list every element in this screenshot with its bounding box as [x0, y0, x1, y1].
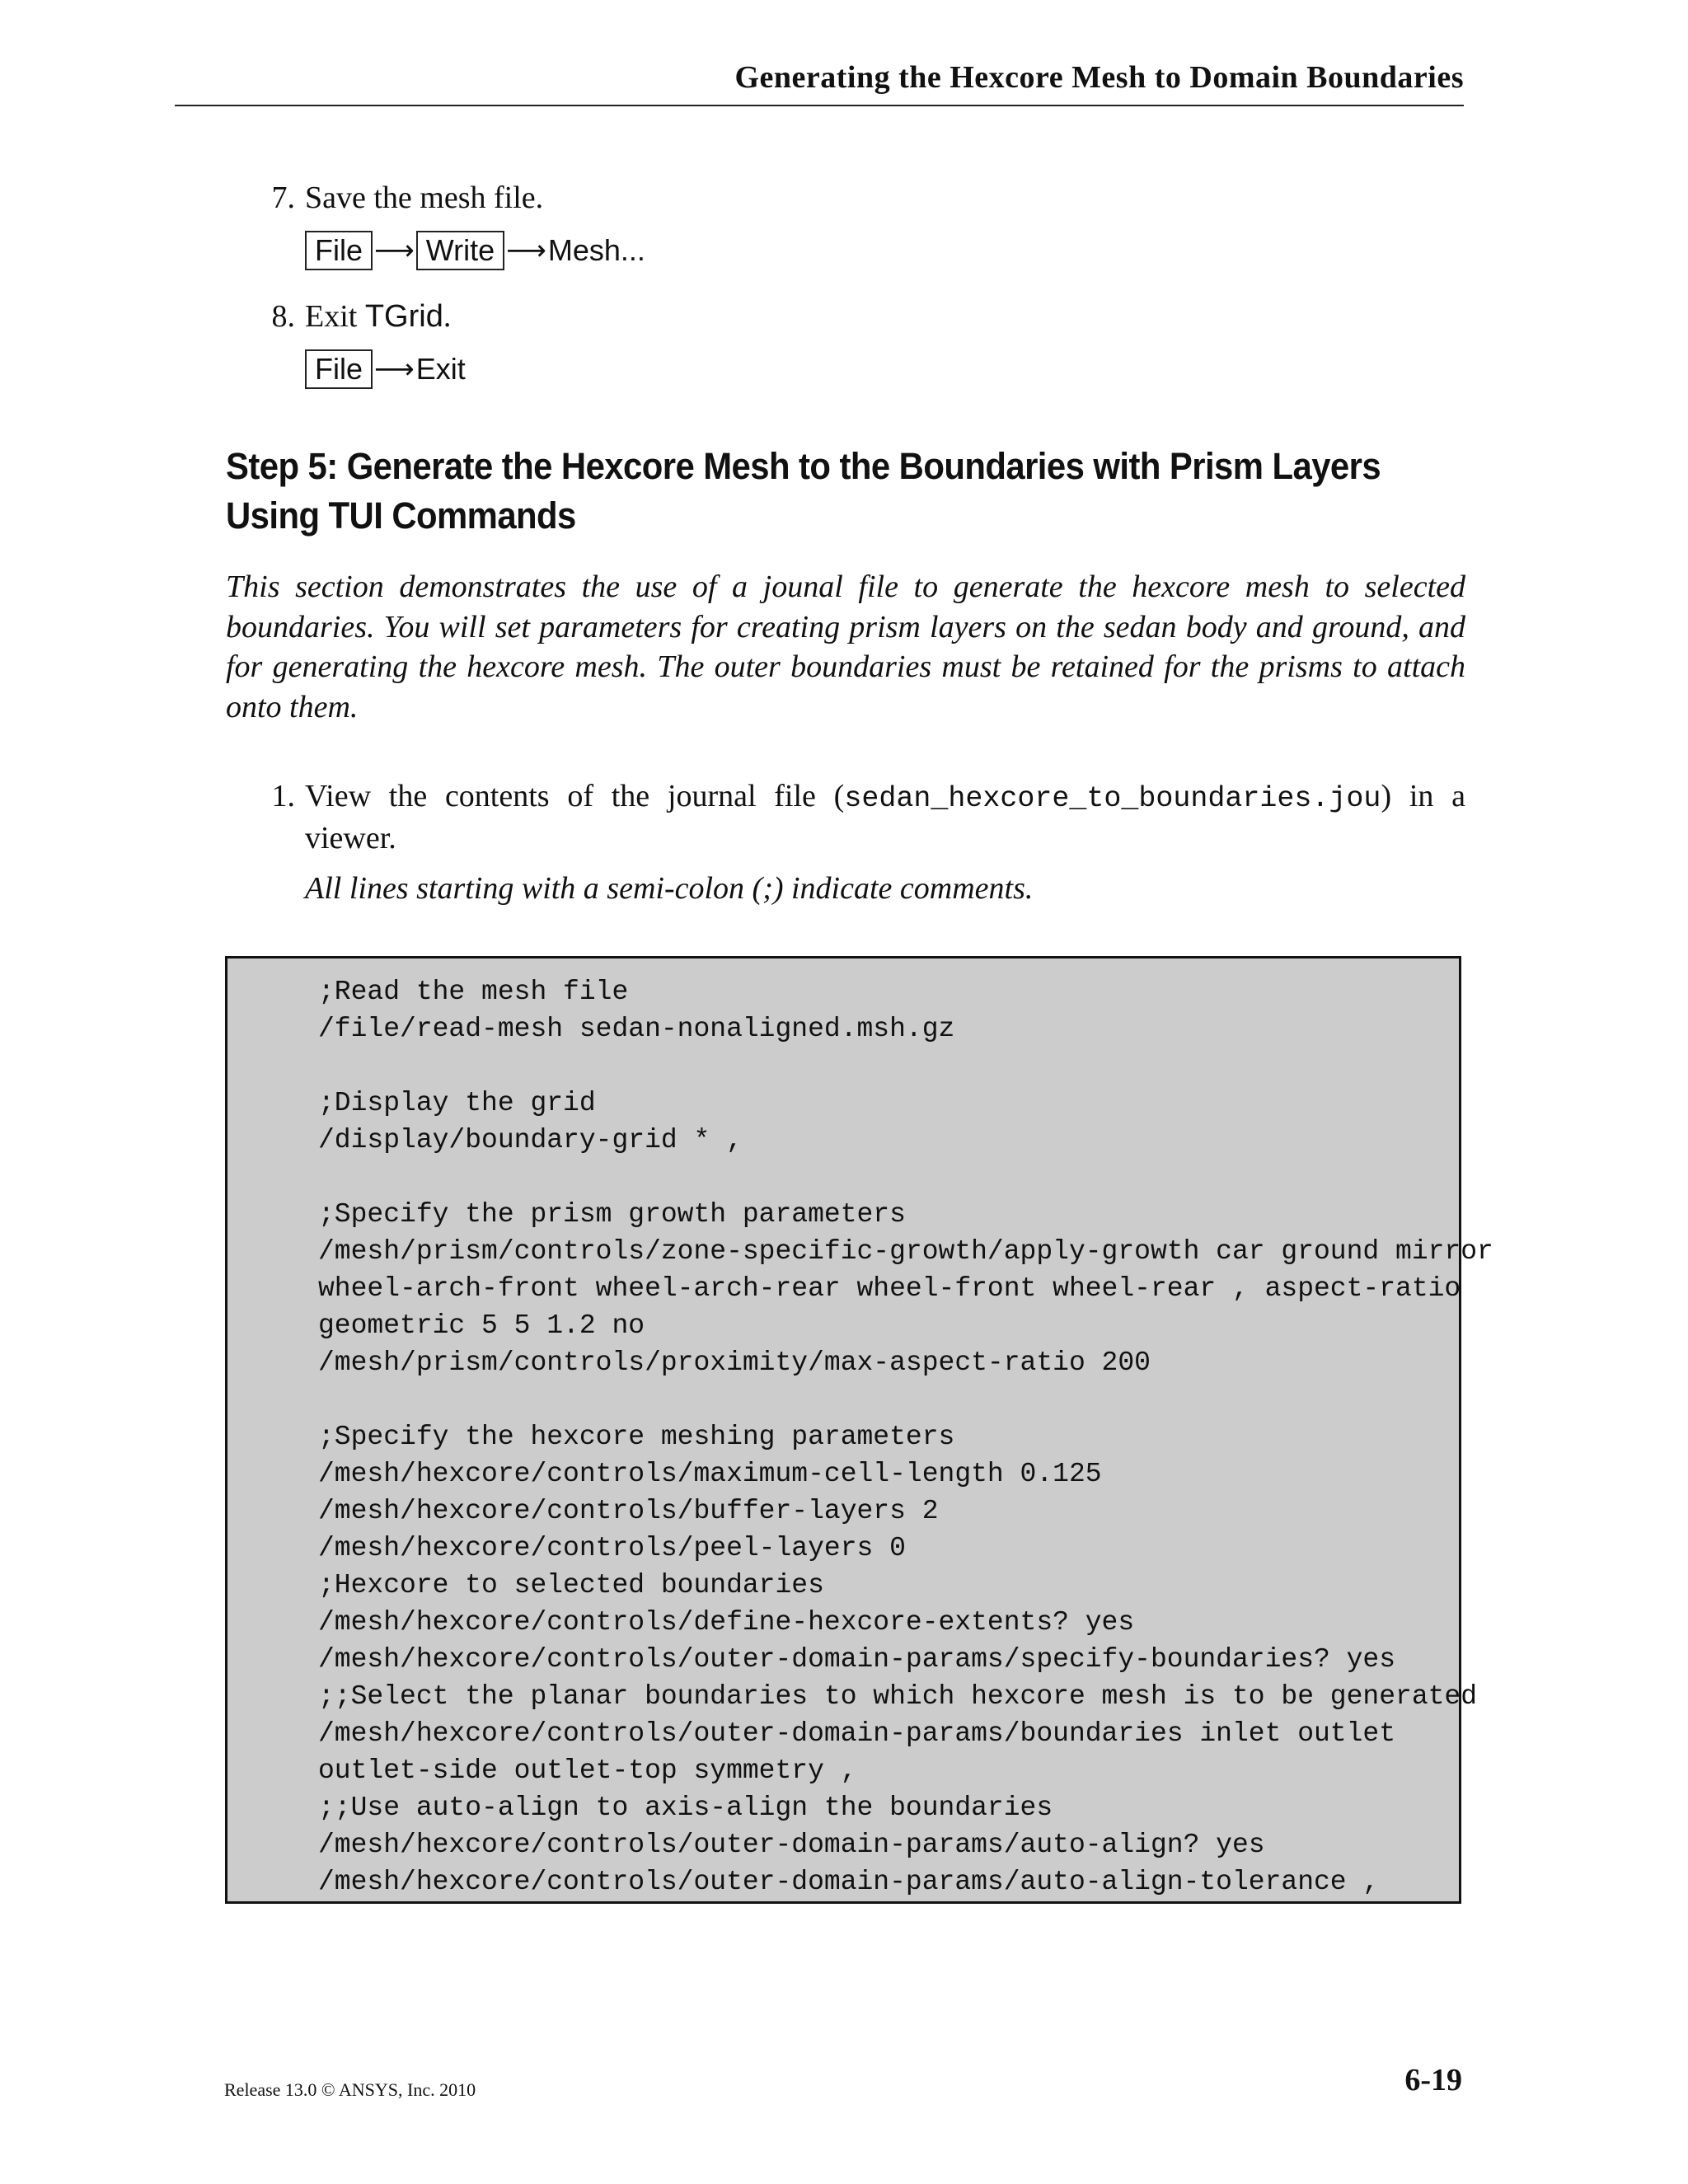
step-text-suffix: .: [443, 299, 452, 334]
item-number: 1.: [271, 779, 295, 813]
section-heading: Step 5: Generate the Hexcore Mesh to the Boundaries with Prism Layers Using TUI Commands: [226, 445, 1381, 537]
item-text-after: ) in a viewer.: [305, 779, 1466, 855]
step-text: Save the mesh file.: [305, 180, 544, 215]
menu-exit: Exit: [415, 352, 466, 386]
menu-file: File: [305, 231, 373, 270]
code-line: /mesh/hexcore/controls/outer-domain-params/auto-align? yes: [318, 1830, 1265, 1860]
code-line: /mesh/hexcore/controls/peel-layers 0: [318, 1533, 906, 1563]
app-name: TGrid: [364, 299, 443, 334]
release-footer: Release 13.0 © ANSYS, Inc. 2010: [224, 2079, 476, 2100]
step-text-prefix: Exit: [305, 299, 365, 334]
code-line: ;Hexcore to selected boundaries: [318, 1570, 824, 1601]
code-line: /mesh/hexcore/controls/maximum-cell-length 0.125: [318, 1459, 1102, 1489]
item-text-before: View the contents of the journal file (: [305, 779, 845, 813]
running-header: Generating the Hexcore Mesh to Domain Boundaries: [734, 60, 1464, 95]
menu-file: File: [305, 349, 373, 389]
step-number: 7.: [271, 180, 295, 215]
code-line: /mesh/prism/controls/proximity/max-aspect-ratio 200: [318, 1347, 1151, 1378]
code-line: geometric 5 5 1.2 no: [318, 1310, 645, 1341]
arrow-icon: ⟶: [374, 354, 415, 385]
menu-path-exit: [305, 349, 466, 389]
code-line: /mesh/hexcore/controls/buffer-layers 2: [318, 1496, 939, 1526]
section-intro: This section demonstrates the use of a jounal file to generate the hexcore mesh to selected boundaries. You will set parameters for creating prism layers on the sedan body and ground, and for generating the hexcore mesh. The outer boundaries must be retained for the prisms to attach onto them.: [226, 569, 1465, 724]
code-line: ;;Use auto-align to axis-align the boundaries: [318, 1793, 1053, 1823]
code-line: /mesh/hexcore/controls/outer-domain-params/auto-align-tolerance ,: [318, 1867, 1380, 1897]
step-text: [305, 298, 451, 335]
code-line: wheel-arch-front wheel-arch-rear wheel-front wheel-rear , aspect-ratio: [318, 1273, 1461, 1304]
code-line: ;Display the grid: [318, 1088, 596, 1118]
header-rule: [175, 105, 1464, 106]
step-number: 8.: [271, 299, 295, 334]
code-line: ;;Select the planar boundaries to which hexcore mesh is to be generated: [318, 1681, 1478, 1712]
code-line: /mesh/hexcore/controls/outer-domain-params/boundaries inlet outlet: [318, 1718, 1396, 1749]
code-line: ;Read the mesh file: [318, 977, 629, 1007]
code-line: /mesh/prism/controls/zone-specific-growth/apply-growth car ground mirror: [318, 1236, 1493, 1267]
arrow-icon: ⟶: [506, 235, 546, 266]
menu-write: Write: [416, 231, 504, 270]
comment-note: All lines starting with a semi-colon (;) indicate comments.: [305, 871, 1034, 906]
item-body: [305, 776, 1465, 858]
menu-path-save-mesh: [305, 231, 645, 270]
code-line: /display/boundary-grid * ,: [318, 1125, 743, 1155]
code-line: ;Specify the hexcore meshing parameters: [318, 1422, 955, 1452]
code-line: ;Specify the prism growth parameters: [318, 1199, 906, 1230]
page-number: 6-19: [1404, 2063, 1462, 2097]
journal-filename: sedan_hexcore_to_boundaries.jou: [844, 782, 1381, 815]
code-line: /mesh/hexcore/controls/define-hexcore-extents? yes: [318, 1607, 1135, 1638]
menu-mesh: Mesh...: [547, 233, 645, 267]
item-1: [262, 776, 1465, 858]
arrow-icon: ⟶: [374, 235, 415, 266]
code-line: outlet-side outlet-top symmetry ,: [318, 1755, 857, 1786]
code-line: /mesh/hexcore/controls/outer-domain-params/specify-boundaries? yes: [318, 1644, 1396, 1675]
journal-code-box: [225, 956, 1493, 1904]
code-line: /file/read-mesh sedan-nonaligned.msh.gz: [318, 1014, 955, 1044]
